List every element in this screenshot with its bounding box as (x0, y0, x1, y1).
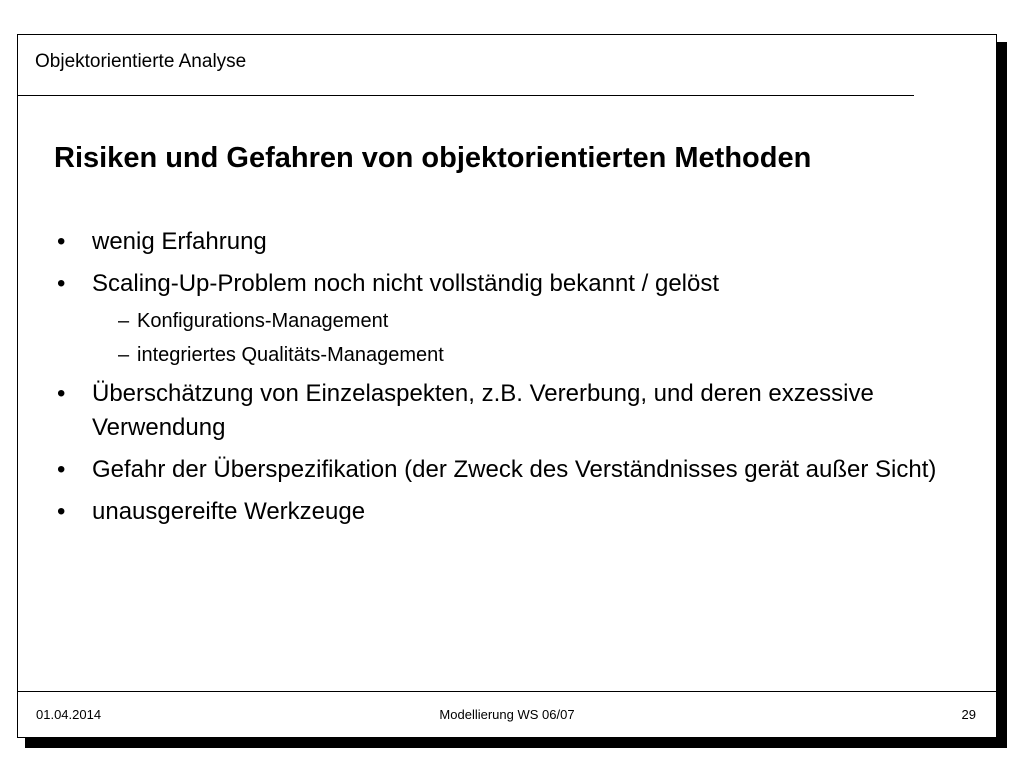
bullet-marker: • (57, 270, 66, 297)
bullet-marker: • (57, 498, 66, 525)
bullet-item (18, 225, 978, 259)
sub-bullet-item (18, 342, 978, 368)
bullet-item (18, 377, 978, 445)
bullet-marker: • (57, 228, 66, 255)
slide (17, 34, 997, 738)
footer-course-title: Modellierung WS 06/07 (439, 707, 575, 722)
bullet-item (18, 495, 978, 529)
bullet-text: wenig Erfahrung (92, 228, 267, 255)
bullet-item (18, 267, 978, 301)
sub-bullet-item (18, 308, 978, 334)
slide-heading: Risiken und Gefahren von objektorientierten Methoden (54, 142, 812, 174)
header-divider (18, 95, 914, 96)
sub-bullet-text: Konfigurations-Management (137, 310, 389, 332)
footer-date: 01.04.2014 (36, 707, 102, 722)
bullet-marker: • (57, 380, 66, 407)
header-title: Objektorientierte Analyse (35, 51, 247, 72)
bullet-text: unausgereifte Werkzeuge (92, 498, 366, 525)
bullet-text: Überschätzung von Einzelaspekten, z.B. Vererbung, und deren exzessive Verwendung (92, 380, 874, 441)
sub-bullet-marker: – (118, 344, 130, 366)
bullet-marker: • (57, 456, 66, 483)
footer-page-number: 29 (961, 707, 976, 722)
bullet-item (18, 453, 978, 487)
sub-bullet-text: integriertes Qualitäts-Management (137, 344, 444, 366)
bullet-list (18, 225, 978, 537)
bullet-text: Gefahr der Überspezifikation (der Zweck des Verständnisses gerät außer Sicht) (92, 456, 937, 483)
sub-bullet-marker: – (118, 310, 130, 332)
bullet-text: Scaling-Up-Problem noch nicht vollständig bekannt / gelöst (92, 270, 720, 297)
footer-divider (18, 691, 996, 692)
